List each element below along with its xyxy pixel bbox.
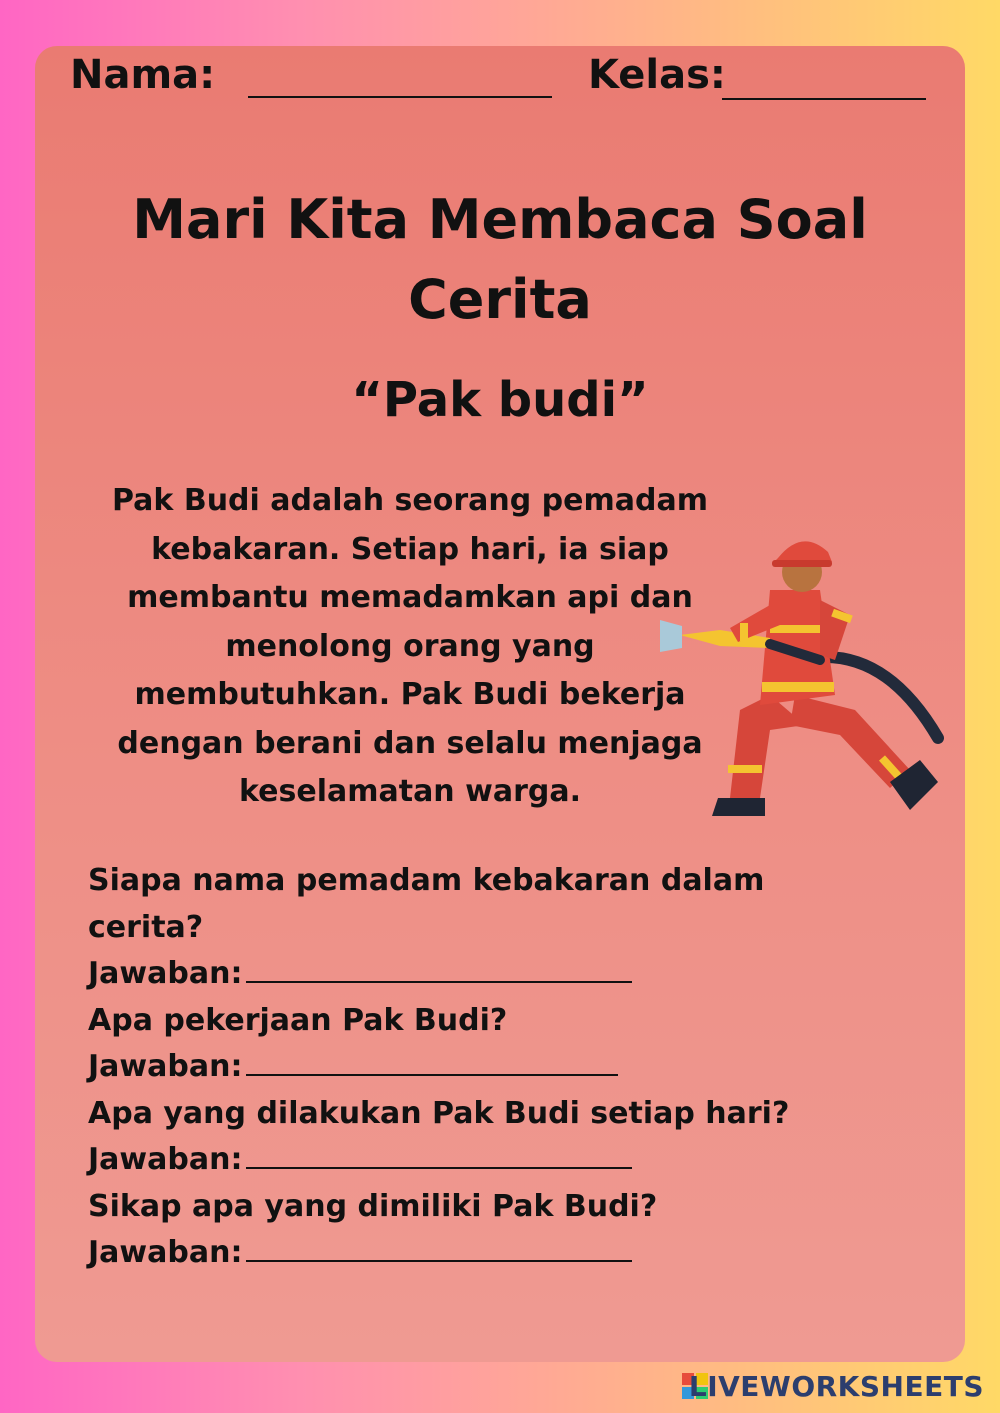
page-title-line1: Mari Kita Membaca Soal: [132, 188, 868, 251]
question-list: [88, 858, 808, 1277]
answer-input-line[interactable]: [246, 1044, 618, 1076]
nama-input-line[interactable]: [248, 96, 552, 98]
nama-label: Nama:: [70, 52, 216, 98]
answer-label: Jawaban:: [88, 1049, 243, 1084]
kelas-label: Kelas:: [588, 52, 726, 98]
story-line: Pak Budi adalah seorang pemadam: [112, 483, 708, 518]
answer-input-line[interactable]: [246, 1137, 632, 1169]
story-line: menolong orang yang: [225, 628, 595, 664]
story-line: dengan berani dan selalu menjaga: [117, 725, 703, 761]
firefighter-icon: [620, 520, 950, 825]
answer-row: [88, 951, 808, 998]
answer-row: [88, 1044, 808, 1091]
question-text: Apa yang dilakukan Pak Budi setiap hari?: [88, 1095, 790, 1131]
story-line: kebakaran. Setiap hari, ia siap: [151, 531, 669, 567]
brand-wordmark[interactable]: LIVEWORKSHEETS: [688, 1370, 984, 1403]
story-line: membantu memadamkan api dan: [127, 580, 693, 615]
answer-label: Jawaban:: [88, 1142, 243, 1177]
question-text: Apa pekerjaan Pak Budi?: [88, 1002, 508, 1038]
question-text: Siapa nama pemadam kebakaran dalam: [88, 863, 765, 898]
story-line: membutuhkan. Pak Budi bekerja: [134, 677, 686, 712]
story-title: “Pak budi”: [351, 372, 649, 428]
answer-row: [88, 1137, 808, 1184]
story-line: keselamatan warga.: [239, 774, 581, 809]
answer-row: [88, 1230, 808, 1277]
kelas-input-line[interactable]: [722, 98, 926, 100]
question-text: cerita?: [88, 909, 204, 945]
answer-label: Jawaban:: [88, 1235, 243, 1270]
answer-input-line[interactable]: [246, 951, 632, 983]
question-text: Sikap apa yang dimiliki Pak Budi?: [88, 1188, 658, 1224]
page-title-line2: Cerita: [408, 268, 592, 331]
answer-input-line[interactable]: [246, 1230, 632, 1262]
answer-label: Jawaban:: [88, 956, 243, 991]
